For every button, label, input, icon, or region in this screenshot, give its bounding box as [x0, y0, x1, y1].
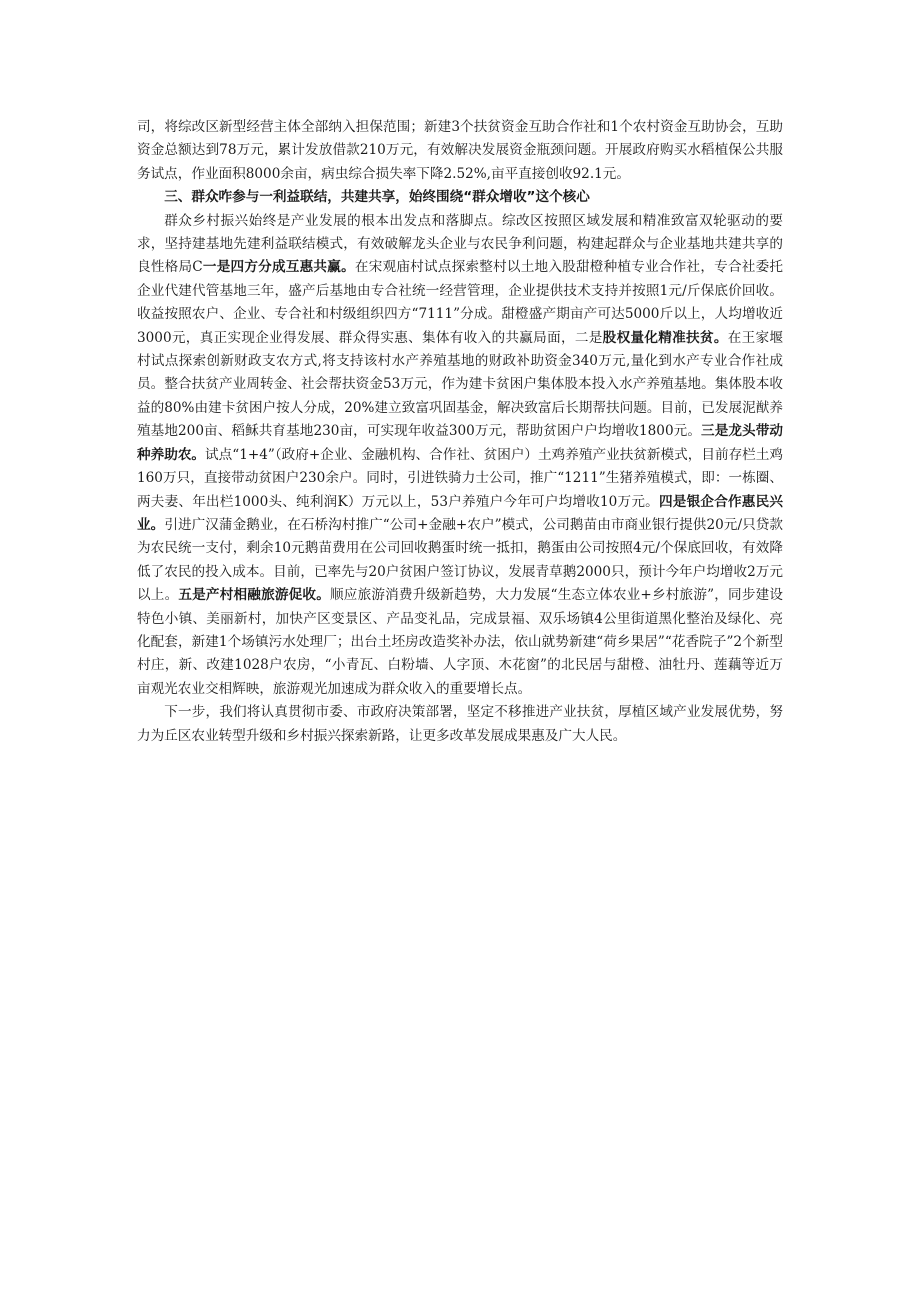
- text-segment: 顺应旅游消费升级新趋势，大力发展“生态立体农业+乡村旅游”，同步建设特色小镇、美丽新村，加快产区变景区、产品变礼品，完成景福、双乐场镇4公里街道黑化整治及绿化、亮化配套，新建1个场镇污水处理厂；出台土坯房改造奖补办法，依山就势新建“荷乡果居”“花香院子”2个新型村庄，新、改建1028户农房，“小青瓦、白粉墙、人字顶、木花窗”的北民居与甜橙、油牡丹、莲藕等近万亩观光农业交相辉映，旅游观光加速成为群众收入的重要增长点。: [137, 587, 784, 697]
- text-segment: 在王家堰村试点探索创新财政支农方式,将支持该村水产养殖基地的财政补助资金340万元,量化到水产专业合作社成员。整合扶贫产业周转金、社会帮扶资金53万元，作为建卡贫困户集体股本投入水产养殖基地。集体股本收益的80%由建卡贫困户按人分成，20%建立致富巩固基金，解决致富后长期帮扶问题。目前，已发展泥猷养殖基地200亩、稻稣共育基地230亩，可实现年收益300万元，帮助贫困户户均增收1800元。: [137, 329, 784, 440]
- bold-point-4: 四是银企合作惠民兴业。: [137, 493, 784, 533]
- text-segment: 在宋观庙村试点探索整村以土地入股甜橙种植专业合作社，专合社委托企业代建代管基地三年，盛产后基地由专合社统一经营管理，企业提供技术支持并按照1元/斤保底价回收。收益按照农户、企业、专合社和村级组织四方“7111”分成。甜橙盛产期亩产可达5000斤以上，人均增收近3000元，真正实现企业得发展、群众得实惠、集体有收入的共赢局面，二是: [137, 259, 783, 346]
- text-segment: 试点“1+4”（政府+企业、金融机构、合作社、贫困户）土鸡养殖产业扶贫新模式，目前存栏土鸡160万只，直接带动贫困户230余户。同时，引进铁骑力士公司，推广“1211”生猪养殖模式，即：一栋圈、两夫妻、年出栏1000头、纯利润K）万元以上，53户养殖户今年可户均增收10万元。: [137, 446, 783, 510]
- paragraph-guarantee-funds: 司，将综改区新型经营主体全部纳入担保范围；新建3个扶贫资金互助合作社和1个农村资金互助协会，互助资金总额达到78万元，累计发放借款210万元，有效解决发展资金瓶颈问题。开展政府购买水稻植保公共服务试点，作业面积8000余亩，病虫综合损失率下降2.52%,亩平直接创收92.1元。: [137, 119, 783, 182]
- document-page: [137, 116, 783, 748]
- bold-point-2: 股权量化精准扶贫。: [602, 329, 728, 346]
- paragraph-next-steps: 下一步，我们将认真贯彻市委、市政府决策部署，坚定不移推进产业扶贫，厚植区域产业发展优势，努力为丘区农业转型升级和乡村振兴探索新路，让更多改革发展成果惠及广大人民。: [137, 704, 783, 744]
- text-segment: 群众乡村振兴始终是产业发展的根本出发点和落脚点。综改区按照区域发展和精准致富双轮驱动的要求，坚持建基地先建利益联结模式，有效破解龙头企业与农民争利问题，构建起群众与企业基地共建共享的良性格局C: [137, 212, 783, 276]
- section-heading-3: 三、群众咋参与一利益联结，共建共享，始终围绕“群众增收”这个核心: [164, 189, 590, 206]
- bold-point-5: 五是产村相融旅游促收。: [178, 587, 330, 604]
- bold-point-3: 三是龙头带动种养助农。: [137, 423, 783, 463]
- paragraph-benefit-linkage: [137, 210, 783, 702]
- text-segment: 引进广汉蒲金鹅业，在石桥沟村推广“公司+金融+农户”模式，公司鹅苗由市商业银行提供20元/只贷款为农民统一支付，剩余10元鹅苗费用在公司回收鹅蛋时统一抵扣，鹅蛋由公司按照4元/个保底回收，有效降低了农民的投入成本。目前，已率先与20户贫困户签订协议，发展青草鹅2000只，预计今年户均增收2万元以上。: [137, 516, 783, 604]
- bold-point-1: 一是四方分成互惠共赢。: [202, 259, 355, 276]
